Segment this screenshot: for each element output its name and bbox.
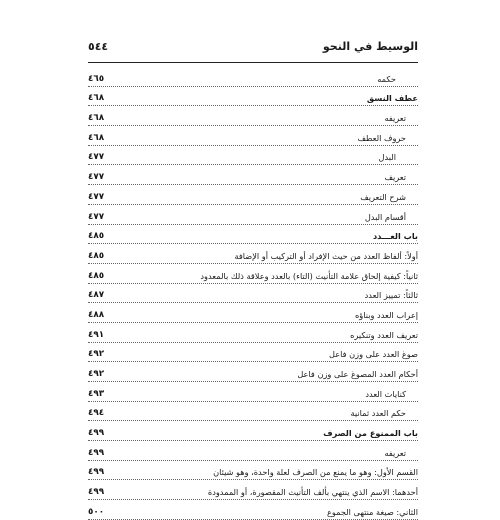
toc-entry-page: ٤٩٢ [88,349,105,360]
toc-entry-page: ٤٧٧ [88,172,105,183]
toc-entry-page: ٤٩٩ [88,447,105,458]
toc-entry-page: ٤٦٨ [88,132,105,143]
toc-entry [88,382,418,402]
toc-entry-title: كنايات العدد [365,388,406,399]
toc-entry-page: ٤٨٥ [88,231,105,242]
toc-entry-title: ثالثاً: تمييز العدد [364,290,418,301]
toc-entry-title: تعريفه [384,113,406,124]
toc-entry-title: البدل [378,152,396,163]
toc-entry [88,500,418,520]
toc-entry-title: القسم الأول: وهو ما يمنع من الصرف لعلة واحدة، وهو شيئان [213,467,418,478]
toc-entry-title: إعراب العدد وبناؤه [355,309,418,320]
page-number: ٥٤٤ [88,40,109,53]
toc-entry-title: تعريفه [384,447,406,458]
toc-entry-page: ٤٩١ [88,329,105,340]
toc-entry-page: ٤٨٧ [88,290,105,301]
toc-entry-title: تعريف العدد وتنكيره [350,329,418,340]
toc-entry [88,225,418,245]
toc-entry [88,284,418,304]
toc-entry-title: حكم العدد ثمانية [350,408,406,419]
toc-entry-title: باب الممنوع من الصرف [323,428,418,439]
toc-entry-title: شرح التعريف [360,191,406,202]
book-title: الوسيط في النحو [322,40,418,53]
toc-entry-page: ٤٩٤ [88,408,105,419]
toc-entry [88,87,418,107]
toc-page [88,36,418,517]
toc-entry [88,343,418,363]
toc-entry [88,323,418,343]
toc-entry-title: أولاً: ألفاظ العدد من حيث الإفراد أو التركيب أو الإضافة [234,250,418,261]
toc-entry-title: باب العـــدد [372,231,418,242]
toc-entry-title: أحكام العدد المصوغ على وزن فاعل [297,369,418,379]
toc-entry [88,67,418,87]
toc-entry [88,126,418,146]
toc-entry-page: ٤٩٣ [88,388,105,399]
toc-entry [88,205,418,225]
toc-entry-title: عطف النسق [366,93,418,104]
toc-entry-page: ٤٦٨ [88,93,105,104]
toc-entry-title: أحدهما: الاسم الذي ينتهي بألف التأنيث المقصورة، أو الممدودة [207,487,418,498]
table-of-contents [88,67,418,520]
toc-entry-page: ٤٨٨ [88,309,105,320]
toc-entry [88,146,418,166]
page-header [88,36,418,63]
toc-entry [88,421,418,441]
toc-entry-title: الثاني: صيغة منتهى الجموع [327,506,418,517]
toc-entry-page: ٤٩٩ [88,487,105,498]
toc-entry [88,165,418,185]
toc-entry-page: ٤٦٨ [88,113,105,124]
toc-entry [88,480,418,500]
toc-entry-title: تعريف [384,172,406,183]
toc-entry-page: ٥٠٠ [88,506,105,517]
toc-entry-title: صوغ العدد على وزن فاعل [329,349,418,360]
toc-entry [88,441,418,461]
toc-entry [88,362,418,382]
toc-entry [88,264,418,284]
toc-entry [88,106,418,126]
toc-entry [88,461,418,481]
toc-entry-page: ٤٧٧ [88,191,105,202]
toc-entry-page: ٤٧٧ [88,211,105,222]
toc-entry-page: ٤٩٢ [88,369,105,379]
toc-entry [88,402,418,422]
toc-entry-title: حروف العطف [357,132,406,143]
toc-entry-page: ٤٦٥ [88,73,105,84]
toc-entry [88,185,418,205]
toc-entry-page: ٤٩٩ [88,428,105,439]
toc-entry-page: ٤٩٩ [88,467,105,478]
toc-entry-title: حكمه [377,73,396,84]
toc-entry-title: أقسام البدل [364,211,406,222]
toc-entry [88,303,418,323]
toc-entry [88,244,418,264]
toc-entry-page: ٤٨٥ [88,270,105,281]
toc-entry-title: ثانياً: كيفية إلحاق علامة التأنيث (التاء) بالعدد وعلاقة ذلك بالمعدود [200,270,418,281]
toc-entry-page: ٤٧٧ [88,152,105,163]
toc-entry-page: ٤٨٥ [88,250,105,261]
